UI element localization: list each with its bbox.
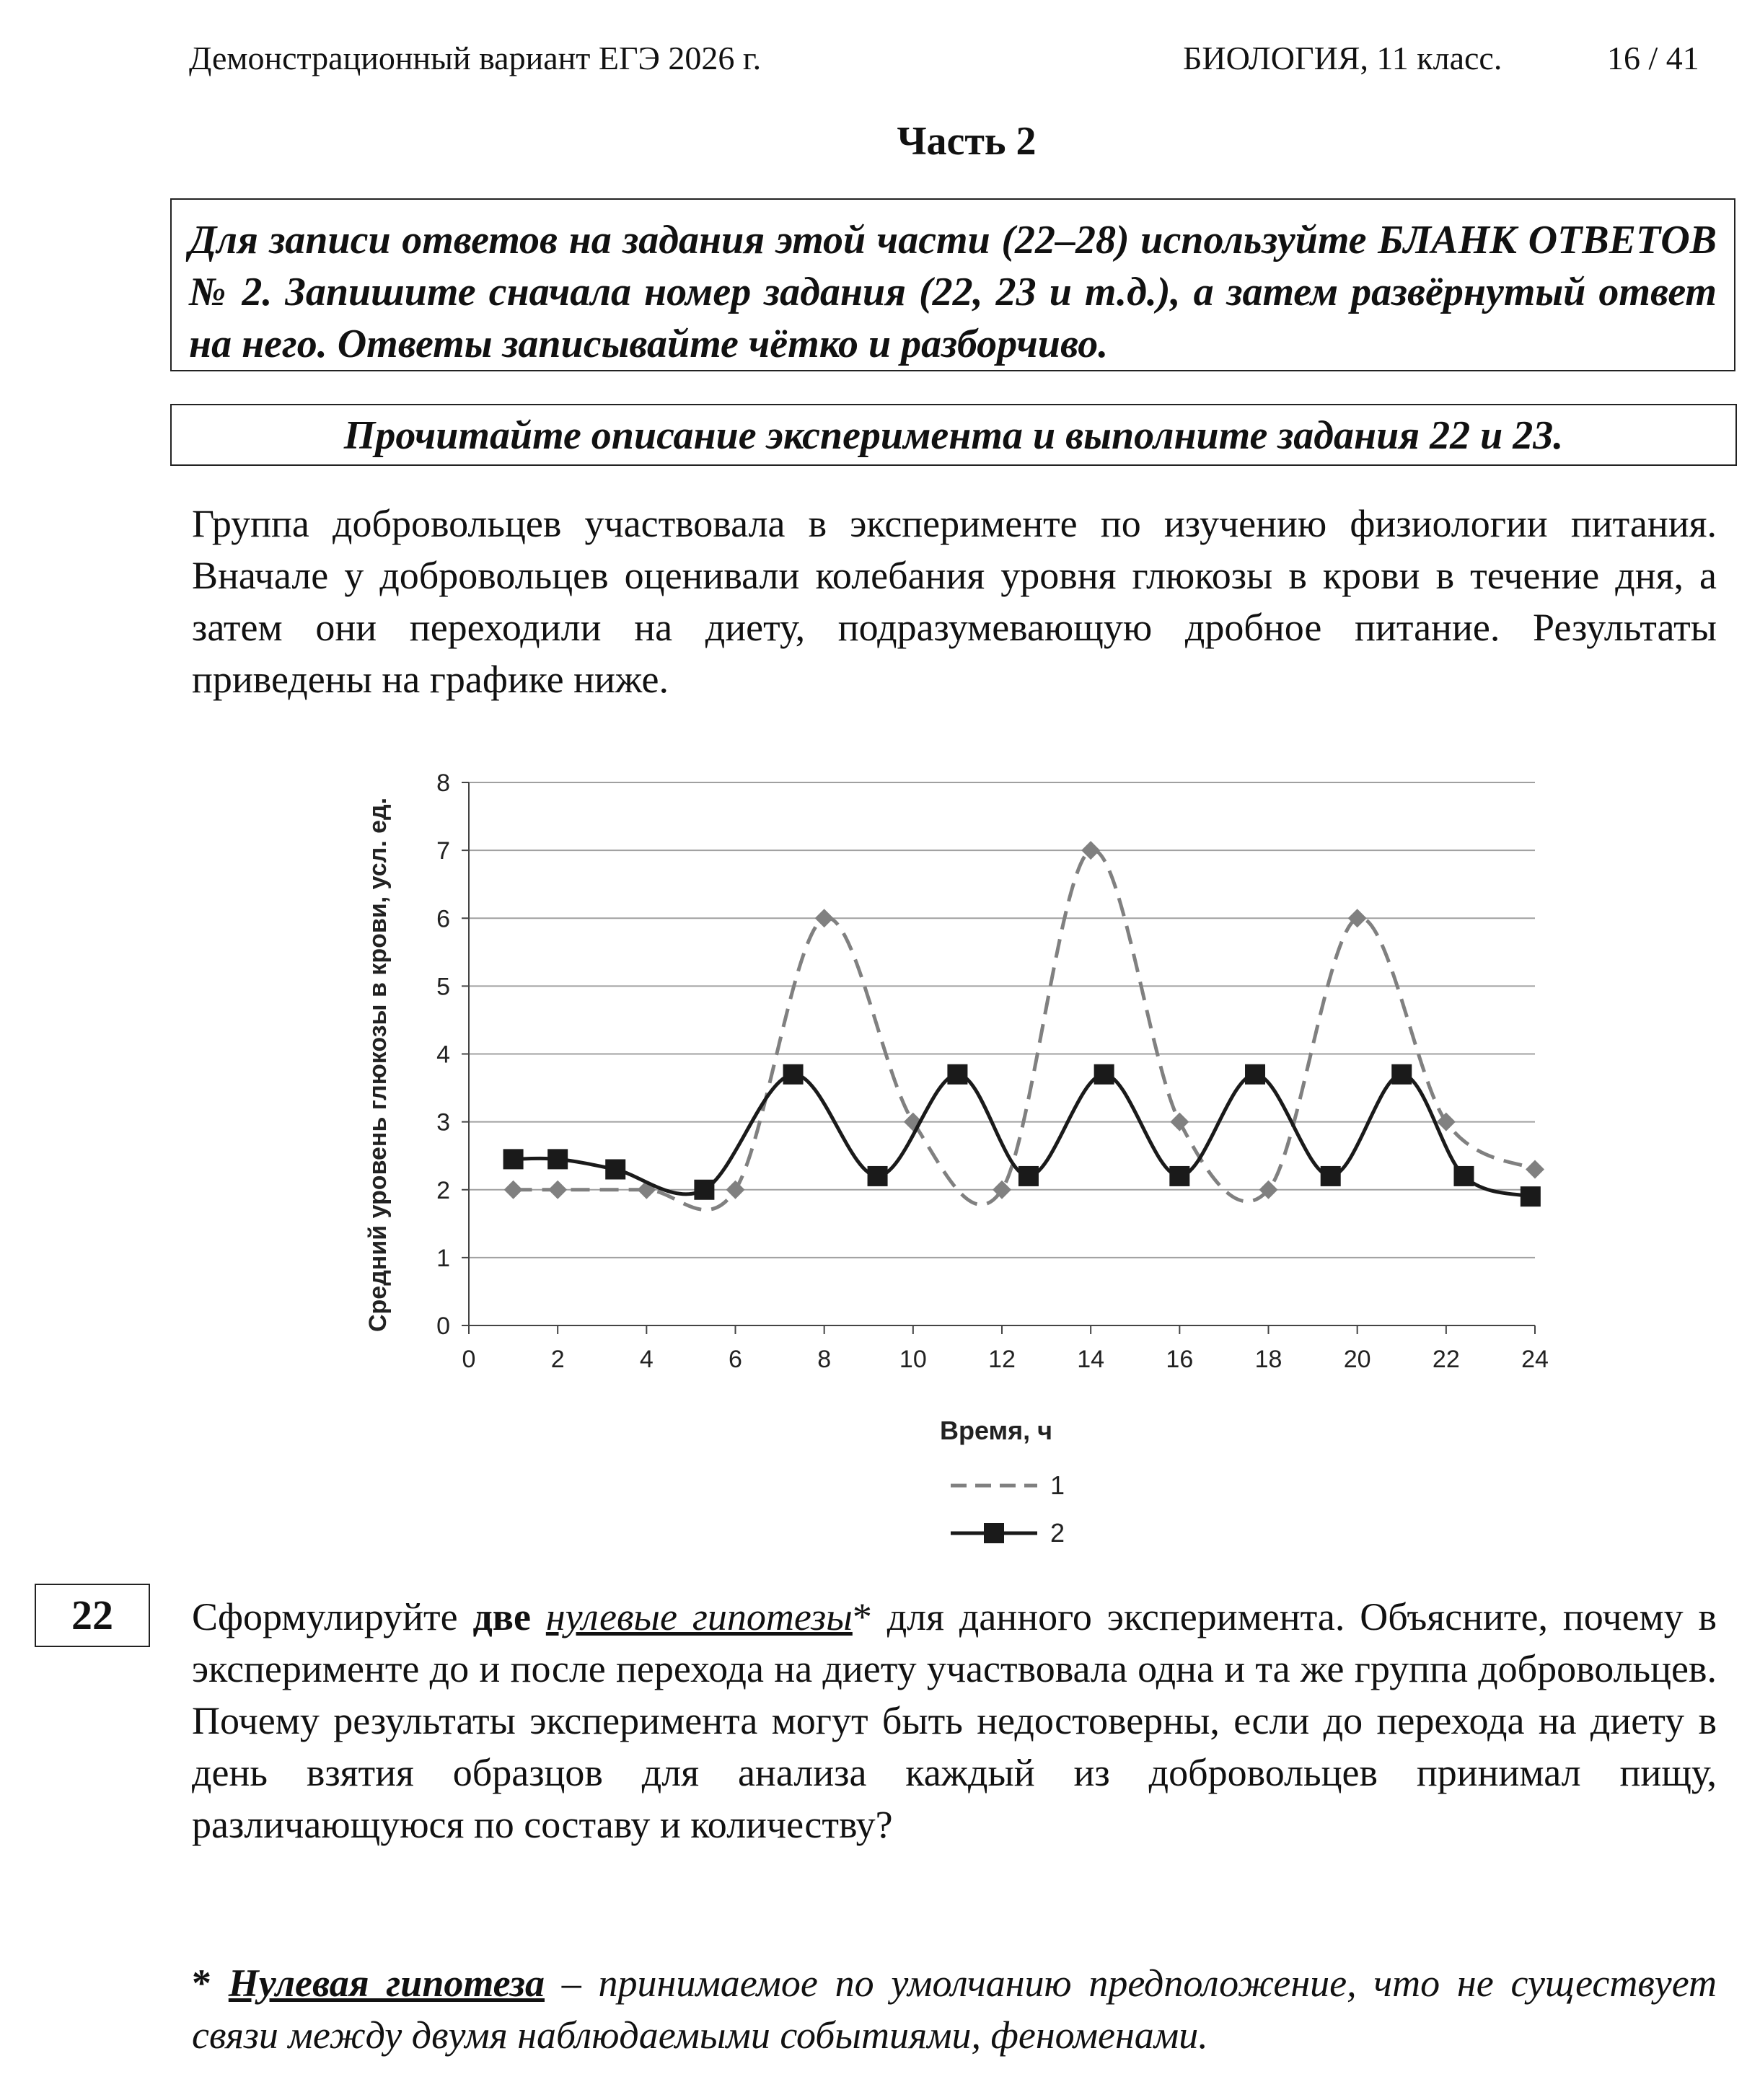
x-tick-label: 6 <box>729 1346 742 1373</box>
series-2-point <box>503 1149 524 1169</box>
y-tick-label: 4 <box>436 1041 450 1069</box>
x-tick-label: 14 <box>1077 1346 1105 1373</box>
x-tick-label: 20 <box>1343 1346 1371 1373</box>
x-axis-label: Время, ч <box>939 1416 1053 1445</box>
x-tick-label: 16 <box>1166 1346 1194 1373</box>
footnote-text: – принимаемое по умолчанию предположение, что не существует связи между двумя наблюдаемыми событиями, феноменами. <box>192 1962 1717 2057</box>
footnote-term: Нулевая гипотеза <box>228 1962 545 2005</box>
series-2-point <box>1169 1166 1189 1186</box>
series-2-point <box>547 1149 568 1169</box>
legend-item-1 <box>951 1470 1065 1500</box>
instruction-box <box>170 198 1735 371</box>
series-1-point <box>1170 1113 1189 1131</box>
part-title: Часть 2 <box>897 119 1037 164</box>
legend-label-1: 1 <box>1050 1470 1065 1500</box>
series-2-point <box>1453 1166 1474 1186</box>
series-2-point <box>694 1180 714 1200</box>
instruction-text: Для записи ответов на задания этой части (22–28) используйте БЛАНК ОТВЕТОВ № 2. Запишите сначала номер задания (22, 23 и т.д.), а затем развёрнутый ответ на него. Ответы записывайте чётко и разборчиво. <box>189 218 1717 366</box>
experiment-description: Группа добровольцев участвовала в эксперименте по изучению физиологии питания. Вначале у добровольцев оценивали колебания уровня глюкозы в крови в течение дня, а затем они переходили на диету, подразумевающую дробное питание. Результаты приведены на графике ниже. <box>192 502 1717 701</box>
y-tick-label: 0 <box>436 1312 450 1340</box>
series-2-point <box>1245 1064 1265 1085</box>
task-underlined-term: нулевые гипотезы <box>545 1595 853 1638</box>
task-text-part1: Сформулируйте <box>192 1595 473 1638</box>
x-tick-labels <box>462 1346 1549 1373</box>
series-1-point <box>548 1181 567 1199</box>
header-subject: БИОЛОГИЯ, 11 класс. <box>1183 40 1502 76</box>
x-tick-label: 0 <box>462 1346 476 1373</box>
y-tick-label: 2 <box>436 1176 450 1204</box>
x-tick-label: 4 <box>639 1346 654 1373</box>
series-2-point <box>1018 1166 1039 1186</box>
task-number-box <box>35 1584 150 1647</box>
series-1-line <box>514 850 1535 1210</box>
series-2-point <box>1094 1064 1114 1085</box>
x-tick-label: 2 <box>550 1346 565 1373</box>
footnote <box>192 1957 1717 2061</box>
task-text <box>192 1591 1717 1850</box>
series-1 <box>504 841 1544 1210</box>
x-tick-label: 24 <box>1521 1346 1549 1373</box>
read-prompt-box <box>170 404 1737 466</box>
task-text-part2: * для данного эксперимента. Объясните, почему в эксперименте до и после перехода на диету участвовала одна и та же группа добровольцев. Почему результаты эксперимента могут быть недостоверны, если до перехода на диету в день взятия образцов для анализа каждый из добровольцев принимал пищу, различающуюся по составу и количеству? <box>192 1595 1717 1846</box>
series-2-point <box>1321 1166 1341 1186</box>
header-page-number: 16 / 41 <box>1607 40 1699 76</box>
y-tick-label: 6 <box>436 905 450 933</box>
series-2-point <box>783 1064 804 1085</box>
series-2-point <box>868 1166 888 1186</box>
x-tick-label: 18 <box>1254 1346 1282 1373</box>
glucose-chart <box>346 743 1587 1565</box>
y-tick-label: 5 <box>436 973 450 1001</box>
y-axis-label: Средний уровень глюкозы в крови, усл. ед. <box>364 797 392 1333</box>
y-tick-label: 7 <box>436 837 450 865</box>
x-tick-label: 10 <box>899 1346 927 1373</box>
series-2-point <box>1391 1064 1412 1085</box>
series-1-point <box>1526 1160 1544 1179</box>
series-2-point <box>1521 1186 1541 1206</box>
y-tick-labels <box>436 769 450 1340</box>
x-tick-label: 22 <box>1432 1346 1460 1373</box>
task-number: 22 <box>71 1592 113 1638</box>
series-1-point <box>726 1181 745 1199</box>
chart-legend <box>951 1470 1065 1548</box>
x-tick-label: 8 <box>817 1346 832 1373</box>
series-2-point <box>947 1064 967 1085</box>
legend-label-2: 2 <box>1050 1518 1065 1548</box>
chart-series <box>503 841 1544 1210</box>
series-2-point <box>605 1160 625 1180</box>
header-exam-title: Демонстрационный вариант ЕГЭ 2026 г. <box>189 40 762 76</box>
x-tick-label: 12 <box>988 1346 1016 1373</box>
footnote-star: * <box>192 1962 229 2005</box>
read-prompt-text: Прочитайте описание эксперимента и выполните задания 22 и 23. <box>343 413 1564 458</box>
task-bold-word: две <box>472 1595 531 1638</box>
series-1-point <box>504 1181 523 1199</box>
chart-axes <box>462 782 1535 1334</box>
series-2 <box>503 1064 1541 1206</box>
y-tick-label: 3 <box>436 1108 450 1137</box>
legend-item-2 <box>951 1518 1065 1548</box>
series-1-point <box>815 909 834 927</box>
legend-marker-2 <box>984 1523 1004 1543</box>
y-tick-label: 8 <box>436 769 450 797</box>
y-tick-label: 1 <box>436 1244 450 1272</box>
task-text-space <box>531 1595 546 1638</box>
